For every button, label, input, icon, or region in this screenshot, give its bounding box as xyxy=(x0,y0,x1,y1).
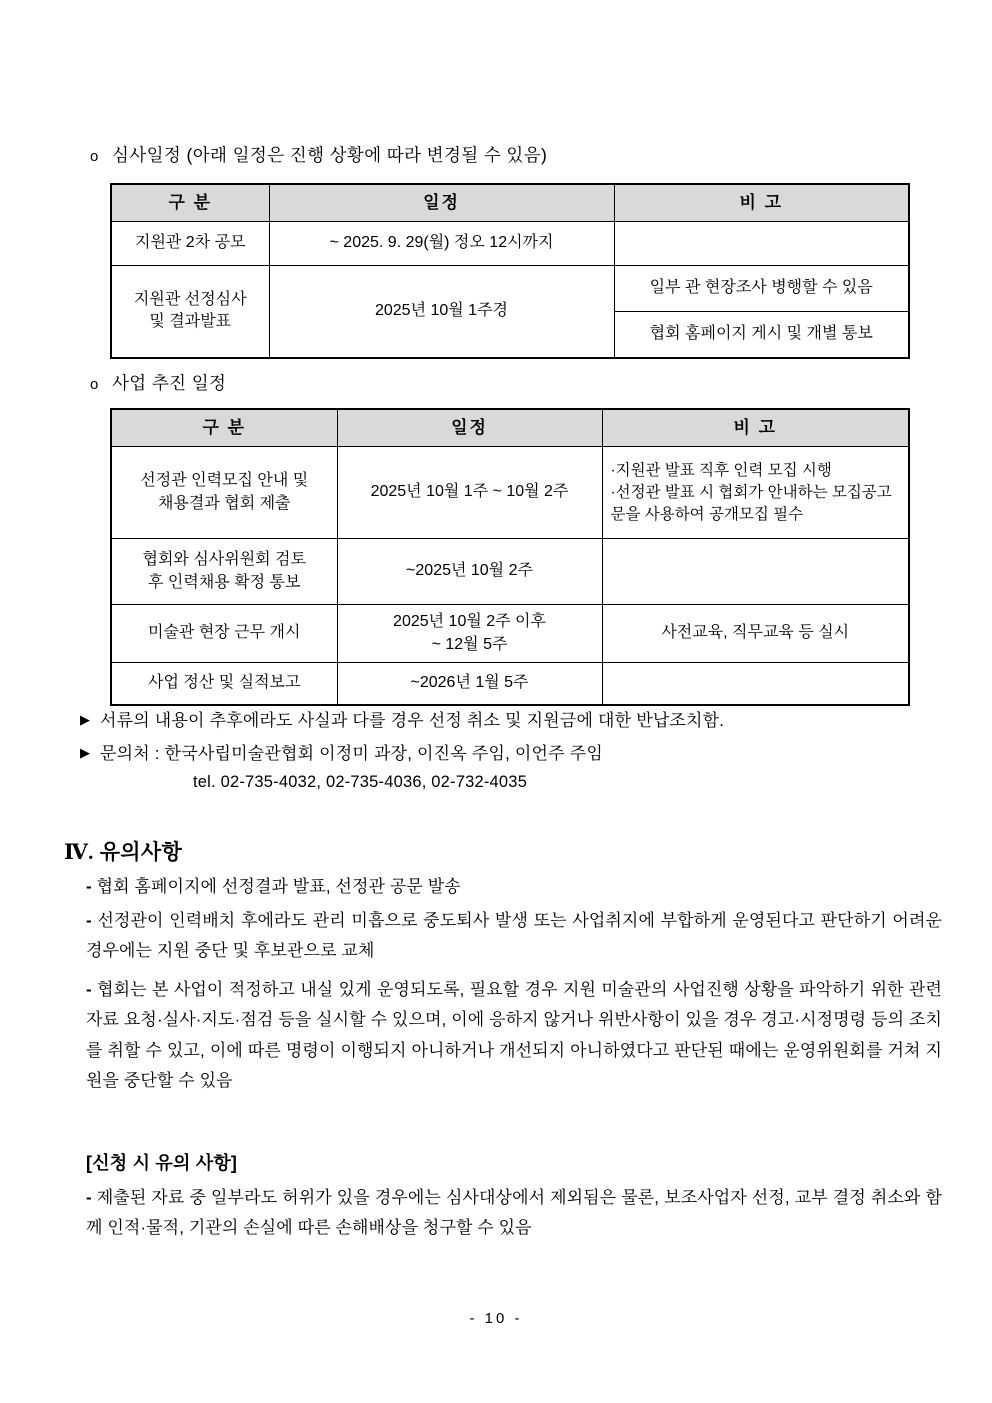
table2-r1-note-1: ·지원관 발표 직후 인력 모집 시행 xyxy=(610,461,832,479)
table-header-row xyxy=(111,409,909,447)
table2-r3-division: 미술관 현장 근무 개시 xyxy=(111,605,337,663)
application-notice-item-1-marker: - xyxy=(86,1188,92,1207)
notice-item-1-marker: - xyxy=(86,877,92,896)
table-row xyxy=(111,663,909,705)
table-row xyxy=(111,266,909,312)
section-1-heading-text: 심사일정 (아래 일정은 진행 상황에 따라 변경될 수 있음) xyxy=(112,145,548,165)
table-row xyxy=(111,605,909,663)
table1-r2-notes-1: 일부 관 현장조사 병행할 수 있음 xyxy=(614,266,909,312)
notice-item-2 xyxy=(86,906,942,967)
section-4-numeral: Ⅳ. xyxy=(64,840,94,864)
table1-header-notes: 비 고 xyxy=(614,184,909,222)
table-row xyxy=(111,222,909,266)
triangle-bullet-icon: ▶ xyxy=(80,745,91,760)
notice-item-2-text: 선정관이 인력배치 후에라도 관리 미흡으로 중도퇴사 발생 또는 사업취지에 부합하게 운영된다고 판단하기 어려운 경우에는 지원 중단 및 후보관으로 교체 xyxy=(86,911,942,961)
table2-r2-notes xyxy=(602,539,909,605)
notice-item-2-marker: - xyxy=(86,911,92,930)
triangle-note-2-text: 문의처 : 한국사립미술관협회 이정미 과장, 이진옥 주임, 이언주 주임 xyxy=(100,744,603,763)
triangle-note-1 xyxy=(80,706,724,731)
application-notice-item-1 xyxy=(86,1183,942,1244)
triangle-bullet-icon: ▶ xyxy=(80,712,91,727)
review-schedule-table xyxy=(110,183,910,359)
table2-r2-division-line2: 후 인력채용 확정 통보 xyxy=(148,573,301,591)
notice-item-1-text: 협회 홈페이지에 선정결과 발표, 선정관 공문 발송 xyxy=(96,877,461,896)
table1-header-division: 구 분 xyxy=(111,184,269,222)
notice-item-3-marker: - xyxy=(86,980,92,999)
table1-r2-notes-2: 협회 홈페이지 게시 및 개별 통보 xyxy=(614,312,909,358)
table1-r1-notes xyxy=(614,222,909,266)
page-number-footer: - 10 - xyxy=(469,1310,523,1327)
table2-r3-notes: 사전교육, 직무교육 등 실시 xyxy=(602,605,909,663)
table2-r3-schedule-line2: ~ 12월 5주 xyxy=(431,635,508,653)
notice-item-3-text: 협회는 본 사업이 적정하고 내실 있게 운영되도록, 필요할 경우 지원 미술관의 사업진행 상황을 파악하기 위한 관련자료 요청·실사·지도·점검 등을 실시할 수 있으며, 이에 응하지 않거나 위반사항이 있을 경우 경고·시정명령 등의 조치를 취할 수 있고, 이에 따른 명령이 이행되지 아니하거나 개선되지 아니하였다고 판단된 때에는 운영위원회를 거쳐 지원을 중단할 수 있음 xyxy=(86,980,942,1090)
table2-header-notes: 비 고 xyxy=(602,409,909,447)
table1-r2-division xyxy=(111,266,269,358)
section-2-heading-text: 사업 추진 일정 xyxy=(112,373,227,393)
table2-r2-schedule: ~2025년 10월 2주 xyxy=(337,539,602,605)
table-row xyxy=(111,447,909,539)
section-2-bullet-marker: o xyxy=(90,376,99,393)
table2-r4-division: 사업 정산 및 실적보고 xyxy=(111,663,337,705)
table1-r2-schedule: 2025년 10월 1주경 xyxy=(269,266,614,358)
table-row xyxy=(111,539,909,605)
notice-item-3 xyxy=(86,975,942,1096)
table-header-row xyxy=(111,184,909,222)
table2-r1-division-line2: 채용결과 협회 제출 xyxy=(157,494,291,512)
table2-header-schedule: 일정 xyxy=(337,409,602,447)
application-notice-heading: [신청 시 유의 사항] xyxy=(86,1153,238,1173)
table1-r1-schedule: ~ 2025. 9. 29(월) 정오 12시까지 xyxy=(269,222,614,266)
table2-r1-schedule: 2025년 10월 1주 ~ 10월 2주 xyxy=(337,447,602,539)
table2-r2-division xyxy=(111,539,337,605)
triangle-note-2 xyxy=(80,739,603,764)
table2-r3-schedule-line1: 2025년 10월 2주 이후 xyxy=(393,612,546,630)
section-2-heading xyxy=(90,370,226,395)
table2-r1-note-2: ·선정관 발표 시 협회가 안내하는 모집공고문을 사용하여 공개모집 필수 xyxy=(610,483,892,523)
notice-item-1 xyxy=(86,872,942,902)
project-schedule-table xyxy=(110,408,910,706)
table2-r1-division-line1: 선정관 인력모집 안내 및 xyxy=(140,471,309,489)
table2-r4-schedule: ~2026년 1월 5주 xyxy=(337,663,602,705)
table2-r1-division xyxy=(111,447,337,539)
application-notice-item-1-text: 제출된 자료 중 일부라도 허위가 있을 경우에는 심사대상에서 제외됨은 물론, 보조사업자 선정, 교부 결정 취소와 함께 인적·물적, 기관의 손실에 따른 손해배상을 청구할 수 있음 xyxy=(86,1188,942,1238)
triangle-note-1-text: 서류의 내용이 추후에라도 사실과 다를 경우 선정 취소 및 지원금에 대한 반납조치함. xyxy=(100,711,725,730)
table1-r2-division-line1: 지원관 선정심사 xyxy=(133,290,247,308)
table2-r1-notes xyxy=(602,447,909,539)
table1-r1-division: 지원관 2차 공모 xyxy=(111,222,269,266)
section-4-title xyxy=(64,836,182,866)
table1-r2-division-line2: 및 결과발표 xyxy=(149,313,232,331)
table2-header-division: 구 분 xyxy=(111,409,337,447)
table2-r3-schedule xyxy=(337,605,602,663)
section-4-title-text: 유의사항 xyxy=(99,841,183,864)
table2-r2-division-line1: 협회와 심사위원회 검토 xyxy=(142,550,306,568)
table1-header-schedule: 일정 xyxy=(269,184,614,222)
section-1-bullet-marker: o xyxy=(90,148,99,165)
table2-r4-notes xyxy=(602,663,909,705)
contact-tel-line: tel. 02-735-4032, 02-735-4036, 02-732-4035 xyxy=(193,773,528,791)
section-1-heading xyxy=(90,142,547,167)
